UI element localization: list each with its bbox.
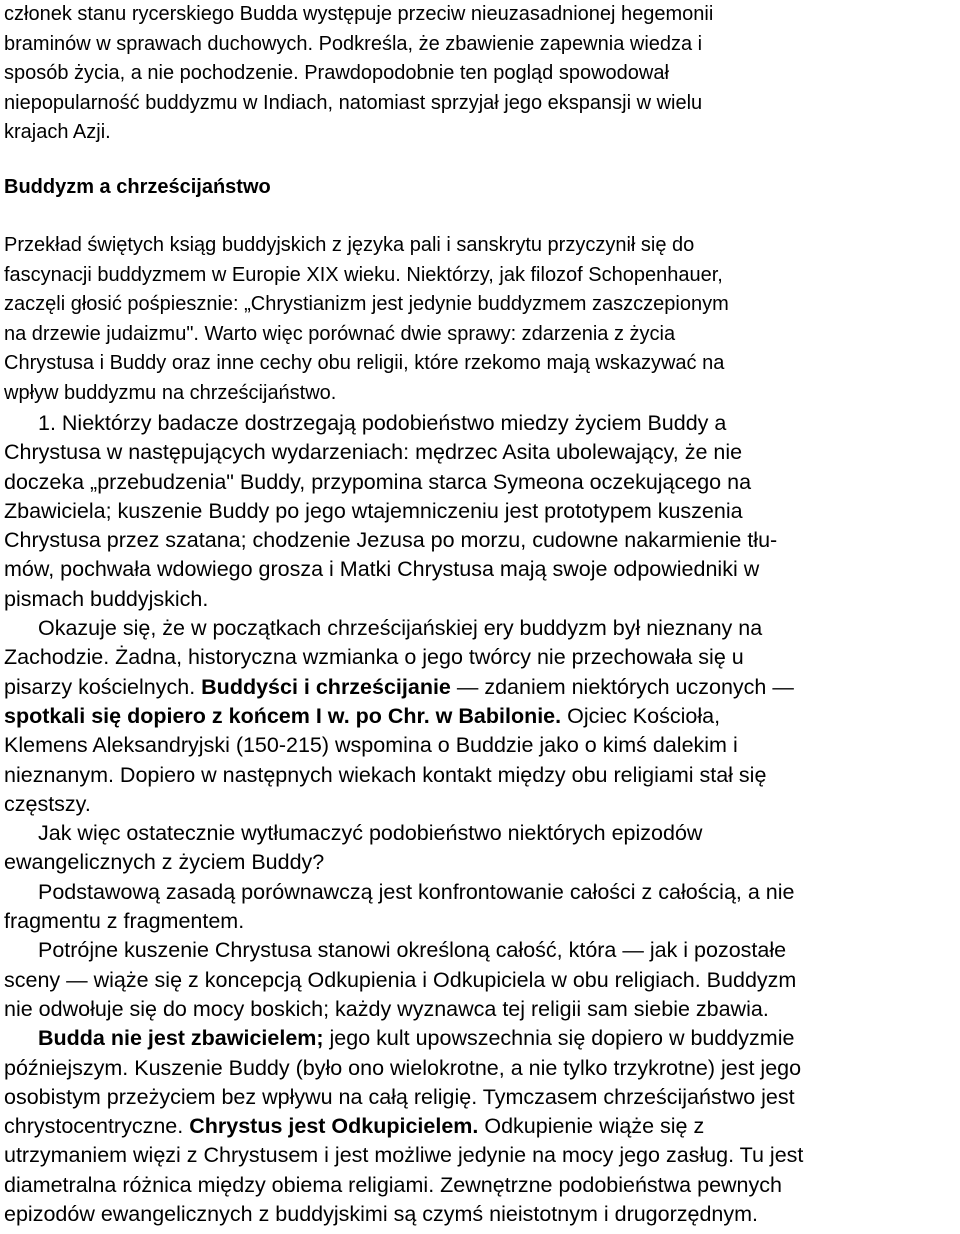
text-span: chrystocentryczne. <box>4 1114 190 1139</box>
text-line: częstszy. <box>4 791 91 816</box>
text-line: sceny — wiąże się z koncepcją Odkupienia i Odkupiciela w obu religiach. Buddyzm <box>4 967 797 992</box>
text-line: zaczęli głosić pośpiesznie: „Chrystianizm jest jedynie buddyzmem zaszczepionym <box>4 293 729 315</box>
text-span: Potrójne kuszenie Chrystusa stanowi określoną całość, która — jak i pozostałe <box>38 938 787 963</box>
text-line: członek stanu rycerskiego Budda występuje przeciw nieuzasadnionej hegemonii <box>4 3 714 25</box>
text-line: mów, pochwała wdowiego grosza i Matki Chrystusa mają swoje odpowiedniki w <box>4 557 760 582</box>
text-line: niepopularność buddyzmu w Indiach, natomiast sprzyjał jego ekspansji w wielu <box>4 91 703 114</box>
text-line: Chrystusa i Buddy oraz inne cechy obu religii, które rzekomo mają wskazywać na <box>4 352 725 374</box>
section-heading: Buddyzm a chrześcijaństwo <box>4 176 271 198</box>
text-line: na drzewie judaizmu". Warto więc porównać dwie sprawy: zdarzenia z życia <box>4 322 676 345</box>
text-line: Klemens Aleksandryjski (150-215) wspomina o Buddzie jako o kimś dalekim i <box>4 733 738 758</box>
text-span: 1. Niektórzy badacze dostrzegają podobieństwo miedzy życiem Buddy a <box>38 411 727 435</box>
text-line: wpływ buddyzmu na chrześcijaństwo. <box>4 381 337 404</box>
text-line: nie odwołuje się do mocy boskich; każdy wyznawca tej religii sam siebie zbawia. <box>4 996 769 1021</box>
text-span: jego kult upowszechnia się dopiero w buddyzmie <box>323 1026 795 1051</box>
text-line: krajach Azji. <box>4 121 111 143</box>
translation-paragraph <box>4 231 956 408</box>
bold-text: Buddyści i chrześcijanie <box>201 674 451 699</box>
text-line: Zachodzie. Żadna, historyczna wzmianka o jego twórcy nie przechowała się u <box>4 645 744 670</box>
text-span: Okazuje się, że w początkach chrześcijańskiej ery buddyzm był nieznany na <box>38 616 763 641</box>
text-line <box>4 614 956 643</box>
bold-text: spotkali się dopiero z końcem I w. po Chr. w Babilonie. <box>4 703 562 728</box>
text-line <box>4 673 956 702</box>
body-text <box>4 409 956 1229</box>
text-line: fragmentu z fragmentem. <box>4 909 245 934</box>
text-line: ewangelicznych z życiem Buddy? <box>4 850 325 875</box>
text-span: Ojciec Kościoła, <box>561 703 721 728</box>
document-page <box>4 0 956 1227</box>
text-line: epizodów ewangelicznych z buddyjskimi są czymś nieistotnym i drugorzędnym. <box>4 1202 759 1227</box>
text-line <box>4 1112 956 1141</box>
intro-paragraph <box>4 0 956 148</box>
text-span: Odkupienie wiąże się z <box>478 1114 705 1139</box>
text-line: osobistym przeżyciem bez wpływu na całą religię. Tymczasem chrześcijaństwo jest <box>4 1084 795 1109</box>
text-span: — zdaniem niektórych uczonych — <box>450 674 794 699</box>
text-line: fascynacji buddyzmem w Europie XIX wieku. Niektórzy, jak filozof Schopenhauer, <box>4 263 723 286</box>
text-line: Zbawiciela; kuszenie Buddy po jego wtajemniczeniu jest prototypem kuszenia <box>4 498 743 523</box>
text-line <box>4 1024 956 1053</box>
text-line <box>4 409 956 438</box>
text-line: pismach buddyjskich. <box>4 586 209 611</box>
text-line: doczeka „przebudzenia" Buddy, przypomina starca Symeona oczekującego na <box>4 469 752 494</box>
text-line: diametralna różnica między obiema religiami. Zewnętrzne podobieństwa pewnych <box>4 1172 782 1197</box>
text-span: Jak więc ostatecznie wytłumaczyć podobieństwo niektórych epizodów <box>38 821 703 846</box>
text-line <box>4 702 956 731</box>
text-line: nieznanym. Dopiero w następnych wiekach kontakt między obu religiami stał się <box>4 762 767 787</box>
text-line: Przekład świętych ksiąg buddyjskich z języka pali i sanskrytu przyczynił się do <box>4 234 695 256</box>
text-line: utrzymaniem więzi z Chrystusem i jest możliwe jedynie na mocy jego zasług. Tu jest <box>4 1143 804 1168</box>
bold-text: Budda nie jest zbawicielem; <box>38 1026 324 1051</box>
text-line: sposób życia, a nie pochodzenie. Prawdopodobnie ten pogląd spowodował <box>4 62 669 84</box>
text-line: późniejszym. Kuszenie Buddy (było ono wielokrotne, a nie tylko trzykrotne) jest jego <box>4 1055 802 1080</box>
text-line <box>4 936 956 965</box>
text-line: braminów w sprawach duchowych. Podkreśla, że zbawienie zapewnia wiedza i <box>4 32 703 55</box>
text-line: Chrystusa w następujących wydarzeniach: mędrzec Asita ubolewający, że nie <box>4 440 743 465</box>
text-line: Chrystusa przez szatana; chodzenie Jezusa po morzu, cudowne nakarmienie tłu- <box>4 528 778 553</box>
bold-text: Chrystus jest Odkupicielem. <box>189 1114 479 1139</box>
text-line <box>4 819 956 848</box>
text-span: pisarzy kościelnych. <box>4 674 202 699</box>
text-span: Podstawową zasadą porównawczą jest konfrontowanie całości z całością, a nie <box>38 879 795 904</box>
text-line <box>4 878 956 907</box>
